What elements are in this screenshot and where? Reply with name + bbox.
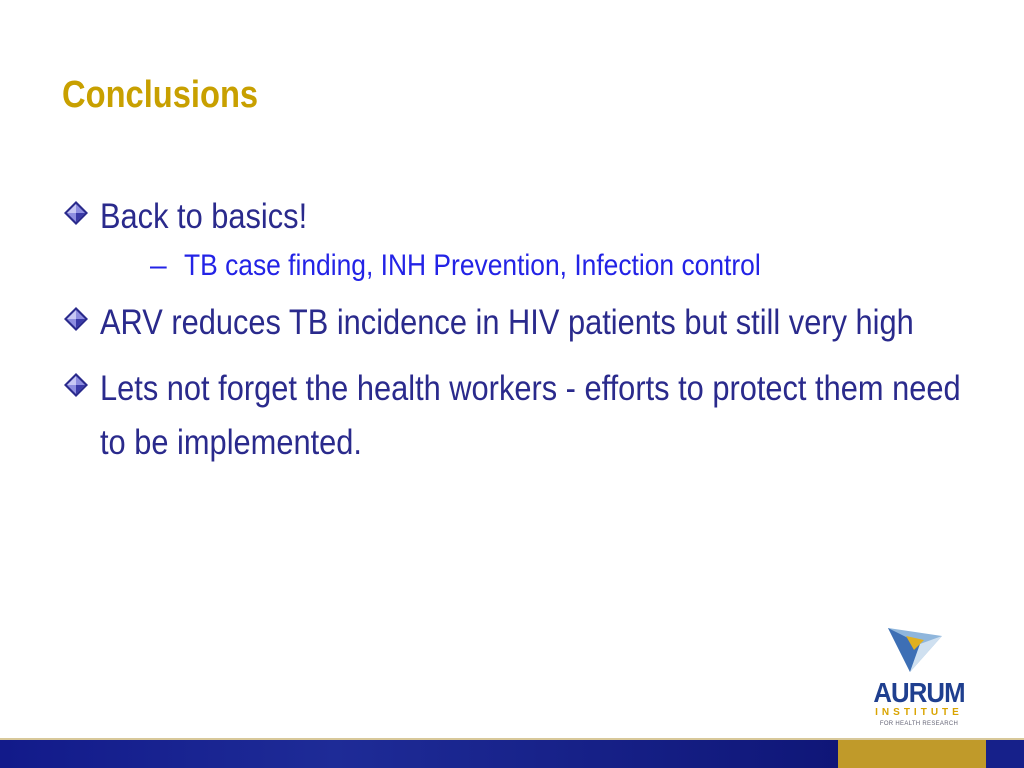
footer-end-band — [986, 740, 1024, 768]
bullet-item — [62, 362, 992, 470]
logo-tagline: FOR HEALTH RESEARCH — [879, 721, 959, 727]
sub-bullet-dash: – — [150, 249, 167, 282]
sub-bullet-text: TB case finding, INH Prevention, Infection control — [184, 249, 761, 282]
bullet-list — [62, 190, 992, 482]
bullet-item — [62, 190, 992, 284]
logo-subtitle: INSTITUTE — [875, 707, 963, 718]
bullet-text: Back to basics! — [100, 197, 308, 236]
diamond-bullet-icon — [63, 306, 89, 332]
bullet-text: ARV reduces TB incidence in HIV patients but still very high — [100, 303, 914, 342]
sub-bullet-item — [100, 248, 992, 284]
aurum-logo-mark-icon — [880, 622, 950, 677]
bullet-text: Lets not forget the health workers - efforts to protect them need to be implemented. — [100, 369, 961, 462]
diamond-bullet-icon — [63, 200, 89, 226]
bullet-item — [62, 296, 992, 350]
footer-blue-band — [0, 740, 838, 768]
logo-name: AURUM — [873, 677, 965, 708]
footer-gold-band — [838, 740, 986, 768]
slide-title: Conclusions — [62, 74, 259, 116]
diamond-bullet-icon — [63, 372, 89, 398]
footer-bar — [0, 740, 1024, 768]
aurum-logo — [860, 622, 980, 732]
